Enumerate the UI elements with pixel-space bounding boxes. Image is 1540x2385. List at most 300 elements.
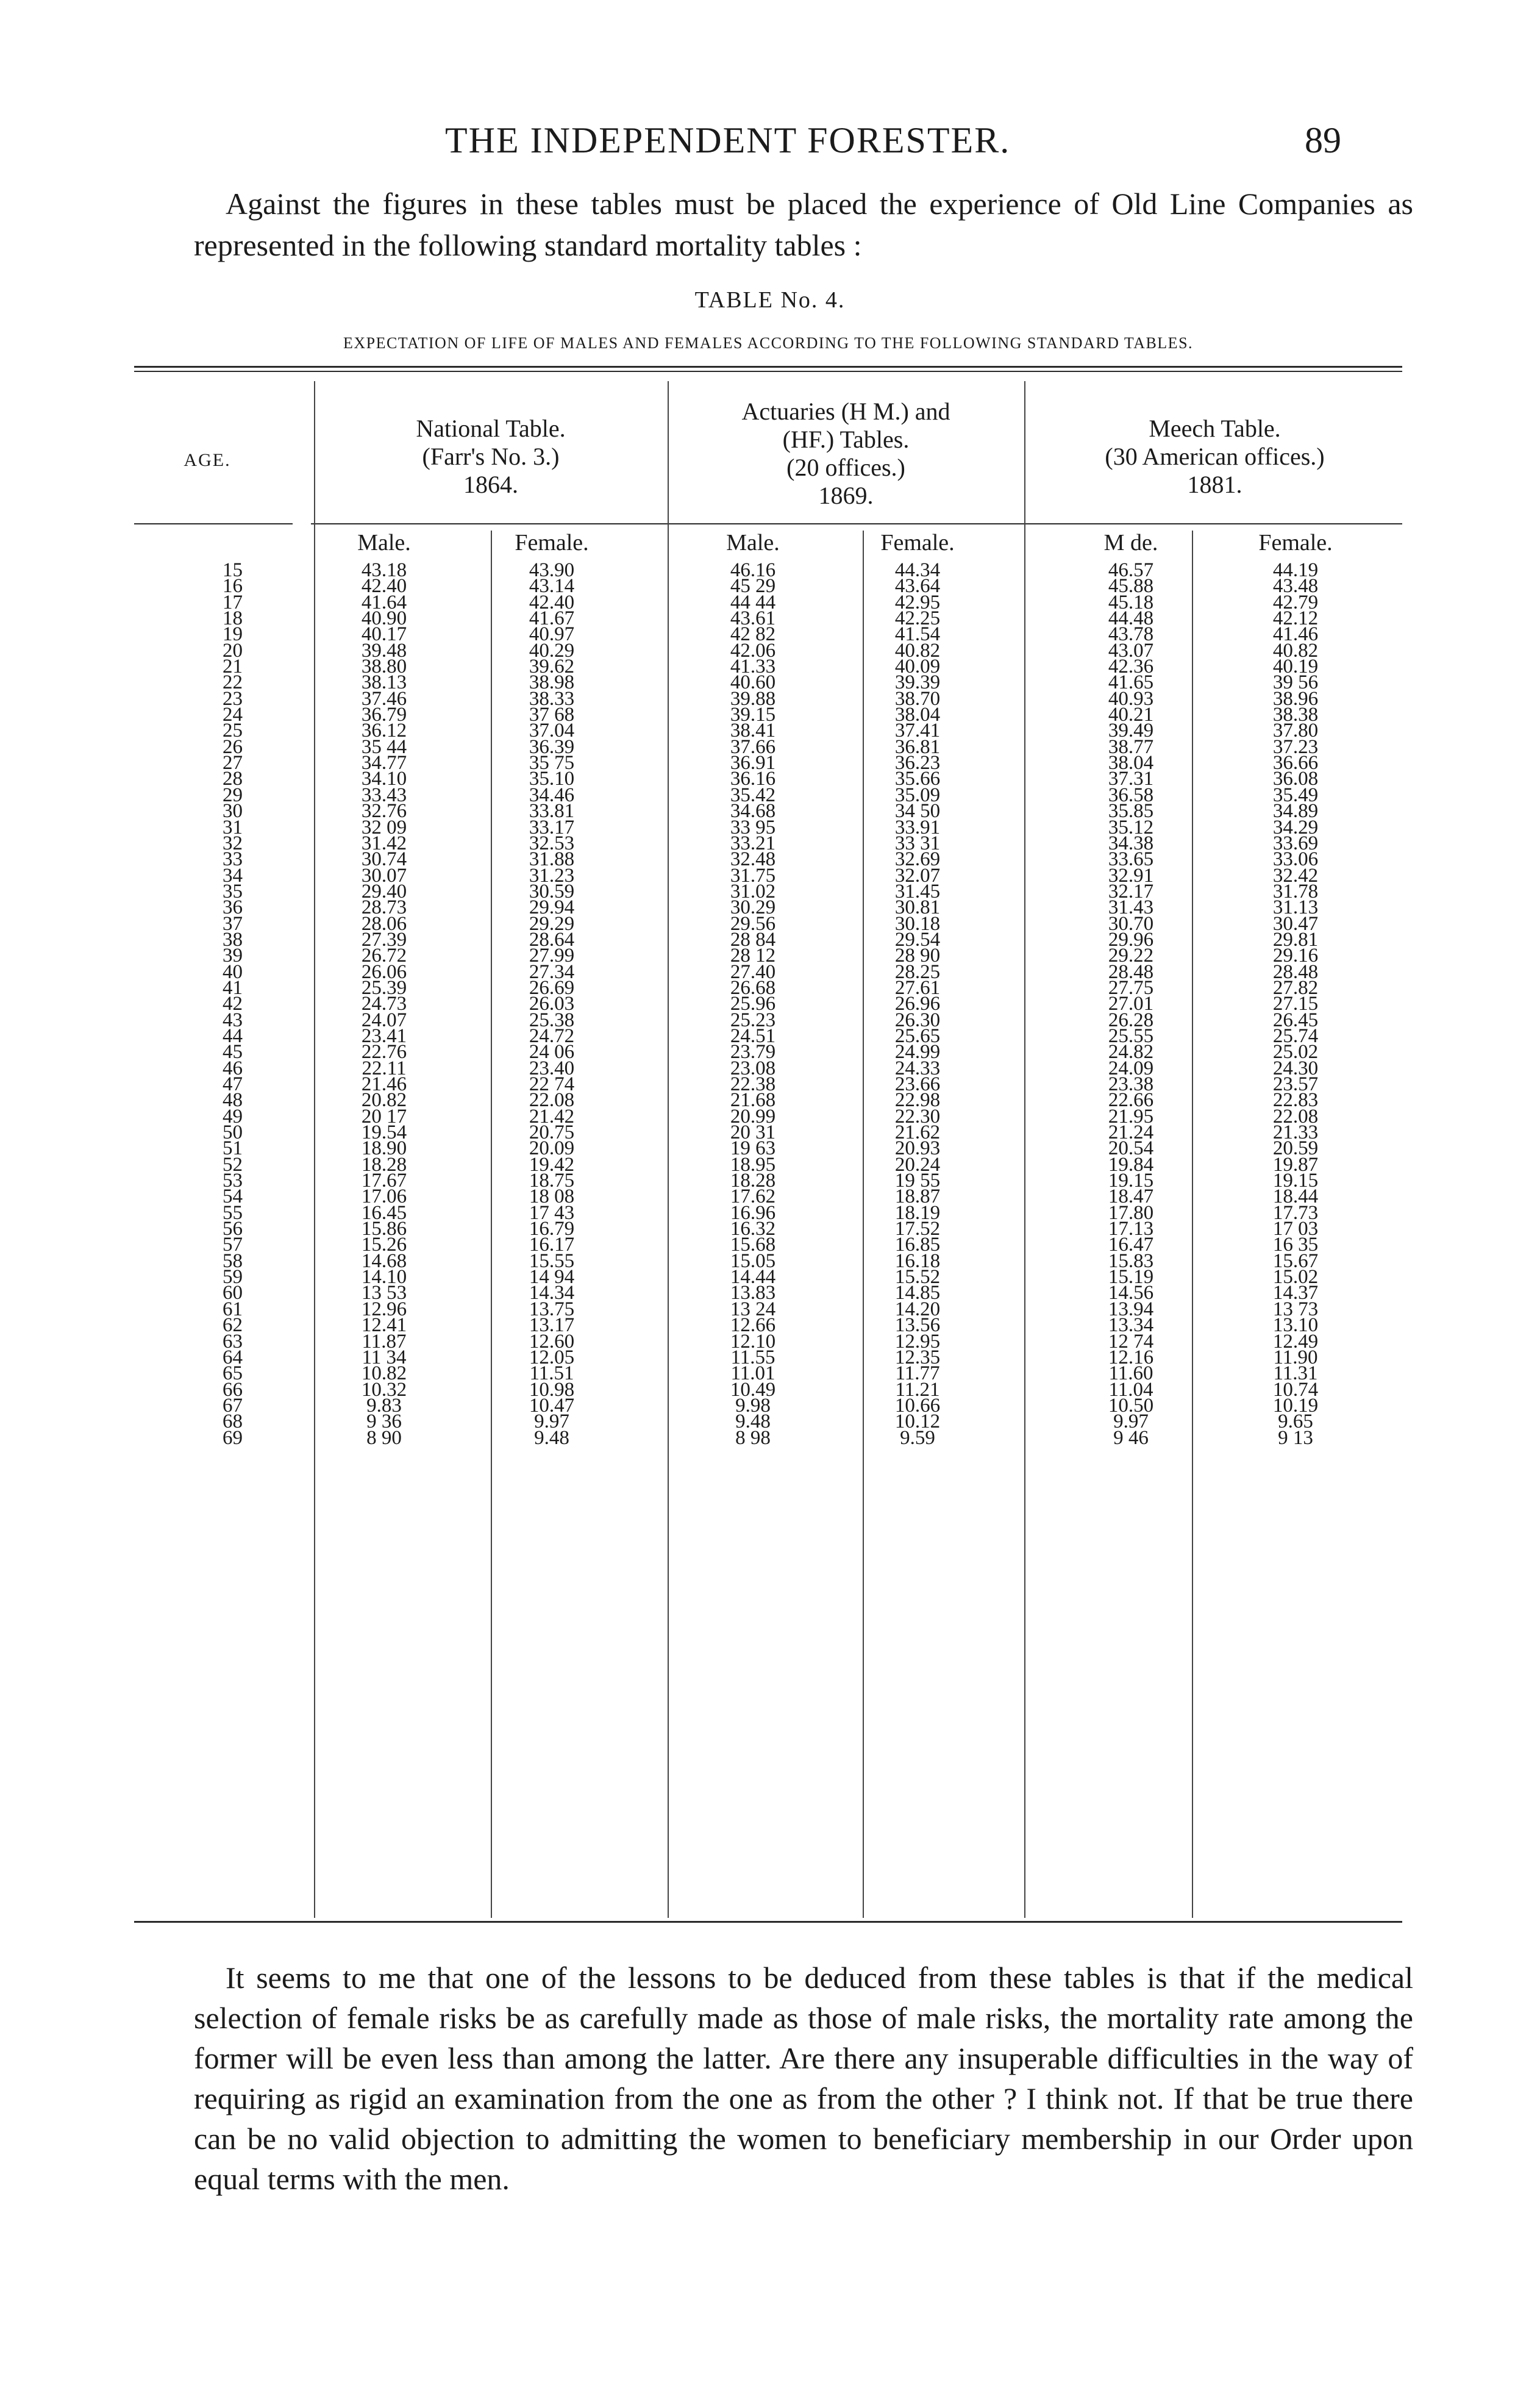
- actuaries-male-cell: 39.88: [730, 687, 776, 710]
- actuaries-female-cell: 14.20: [894, 1298, 941, 1320]
- age-cell: 55: [223, 1201, 243, 1224]
- actuaries-male-cell: 36.91: [730, 752, 776, 774]
- meech-female-cell: 37.80: [1272, 720, 1319, 742]
- national-female-cell: 31.23: [529, 864, 575, 887]
- actuaries-female-cell: 41.54: [894, 623, 941, 646]
- national-male-cell: 33.43: [361, 784, 407, 806]
- national-male-cell: 13 53: [361, 1282, 407, 1304]
- meech-male-cell: 30.70: [1108, 912, 1154, 935]
- national-male-cell: 11.87: [362, 1330, 407, 1353]
- national-male-cell: 17.06: [361, 1185, 407, 1208]
- age-cell: 29: [223, 784, 243, 806]
- actuaries-male-cell: 44 44: [730, 591, 776, 613]
- actuaries-male-cell: 15.68: [730, 1234, 776, 1256]
- national-female-cell: 18.75: [529, 1170, 575, 1192]
- meech-female-cell: 44.19: [1272, 559, 1319, 581]
- meech-male-cell: 45.88: [1108, 575, 1154, 598]
- age-cell: 23: [223, 687, 243, 710]
- table-top-rule-second: [134, 371, 1402, 372]
- meech-male-cell: 31.43: [1108, 896, 1154, 919]
- meech-male-cell: 21.24: [1108, 1121, 1154, 1144]
- meech-male-cell: 11.60: [1108, 1362, 1153, 1385]
- national-female-cell: 18 08: [529, 1185, 575, 1208]
- meech-male-cell: 24.09: [1108, 1057, 1154, 1079]
- actuaries-female-cell: 23.66: [894, 1073, 941, 1095]
- meech-male-cell: 18.47: [1108, 1185, 1154, 1208]
- national-female-cell: 10.98: [529, 1378, 575, 1401]
- meech-female-cell: 21.33: [1272, 1121, 1319, 1144]
- national-male-cell: 21.46: [361, 1073, 407, 1095]
- age-cell: 28: [223, 768, 243, 790]
- national-male-cell: 9 36: [366, 1411, 402, 1433]
- age-cell: 43: [223, 1009, 243, 1031]
- actuaries-female-cell: 43.64: [894, 575, 941, 598]
- national-male-cell: 18.90: [361, 1137, 407, 1160]
- age-cell: 47: [223, 1073, 243, 1095]
- meech-female-cell: 15.67: [1272, 1250, 1319, 1272]
- actuaries-female-cell: 18.19: [894, 1201, 941, 1224]
- meech-male-cell: 27.01: [1108, 993, 1154, 1015]
- meech-female-cell: 41.46: [1272, 623, 1319, 646]
- actuaries-female-cell: 28.25: [894, 960, 941, 983]
- age-cell: 52: [223, 1153, 243, 1176]
- meech-table-source: (30 American offices.): [1105, 443, 1325, 470]
- national-male-cell: 34.77: [361, 752, 407, 774]
- actuaries-male-cell: 46.16: [730, 559, 776, 581]
- actuaries-male-cell: 23.79: [730, 1041, 776, 1064]
- actuaries-male-cell: 32.48: [730, 848, 776, 871]
- actuaries-female-cell: 28 90: [894, 945, 941, 967]
- meech-male-cell: 44.48: [1108, 607, 1154, 630]
- actuaries-male-header: Male.: [726, 530, 780, 556]
- actuaries-female-cell: 15.52: [894, 1266, 941, 1289]
- actuaries-female-header: Female.: [880, 530, 955, 556]
- actuaries-female-cell: 40.09: [894, 656, 941, 678]
- national-female-cell: 14 94: [529, 1266, 575, 1289]
- actuaries-male-cell: 17.62: [730, 1185, 776, 1208]
- meech-male-cell: 9 46: [1113, 1426, 1149, 1449]
- national-female-cell: 13.75: [529, 1298, 575, 1320]
- age-cell: 53: [223, 1170, 243, 1192]
- national-female-cell: 43.90: [529, 559, 575, 581]
- age-cell: 68: [223, 1411, 243, 1433]
- age-cell: 20: [223, 639, 243, 662]
- national-male-cell: 23.41: [361, 1024, 407, 1047]
- national-female-cell: 13.17: [529, 1314, 575, 1337]
- actuaries-male-cell: 29.56: [730, 912, 776, 935]
- age-cell: 65: [223, 1362, 243, 1385]
- actuaries-male-cell: 25.96: [730, 993, 776, 1015]
- national-female-cell: 43.14: [529, 575, 575, 598]
- meech-male-cell: 29.22: [1108, 945, 1154, 967]
- actuaries-table-subname: (HF.) Tables.: [782, 426, 910, 453]
- meech-male-cell: 43.07: [1108, 639, 1154, 662]
- national-female-cell: 23.40: [529, 1057, 575, 1079]
- age-cell: 26: [223, 735, 243, 758]
- actuaries-female-cell: 26.96: [894, 993, 941, 1015]
- meech-female-cell: 31.78: [1272, 880, 1319, 903]
- meech-female-cell: 38.96: [1272, 687, 1319, 710]
- national-male-cell: 18.28: [361, 1153, 407, 1176]
- table-row: [0, 1426, 1540, 1449]
- age-cell: 25: [223, 720, 243, 742]
- age-cell: 32: [223, 832, 243, 854]
- age-cell: 50: [223, 1121, 243, 1144]
- meech-male-header: M de.: [1103, 530, 1158, 556]
- actuaries-female-cell: 10.12: [894, 1411, 941, 1433]
- meech-male-cell: 41.65: [1108, 671, 1154, 694]
- actuaries-male-cell: 35.42: [730, 784, 776, 806]
- age-cell: 40: [223, 960, 243, 983]
- meech-female-cell: 18.44: [1272, 1185, 1319, 1208]
- age-cell: 42: [223, 993, 243, 1015]
- age-cell: 36: [223, 896, 243, 919]
- actuaries-female-cell: 13.56: [894, 1314, 941, 1337]
- meech-male-cell: 9.97: [1113, 1411, 1149, 1433]
- national-female-cell: 16.79: [529, 1218, 575, 1240]
- meech-female-cell: 15.02: [1272, 1266, 1319, 1289]
- meech-female-cell: 31.13: [1272, 896, 1319, 919]
- national-male-cell: 28.73: [361, 896, 407, 919]
- national-female-cell: 12.60: [529, 1330, 575, 1353]
- meech-female-cell: 42.79: [1272, 591, 1319, 613]
- national-female-cell: 40.29: [529, 639, 575, 662]
- actuaries-female-cell: 21.62: [894, 1121, 941, 1144]
- age-cell: 49: [223, 1105, 243, 1128]
- national-male-cell: 15.86: [361, 1218, 407, 1240]
- meech-male-cell: 38.04: [1108, 752, 1154, 774]
- national-male-cell: 22.76: [361, 1041, 407, 1064]
- meech-male-cell: 43.78: [1108, 623, 1154, 646]
- meech-female-header: Female.: [1258, 530, 1333, 556]
- actuaries-female-cell: 9.59: [900, 1426, 935, 1449]
- national-female-cell: 27.99: [529, 945, 575, 967]
- national-table-source: (Farr's No. 3.): [422, 443, 560, 470]
- actuaries-female-cell: 36.23: [894, 752, 941, 774]
- national-male-cell: 27.39: [361, 928, 407, 951]
- actuaries-female-cell: 32.07: [894, 864, 941, 887]
- actuaries-male-cell: 39.15: [730, 704, 776, 726]
- meech-female-cell: 25.74: [1272, 1024, 1319, 1047]
- actuaries-female-cell: 33.91: [894, 816, 941, 839]
- actuaries-male-cell: 12.66: [730, 1314, 776, 1337]
- national-male-cell: 28.06: [361, 912, 407, 935]
- age-cell: 31: [223, 816, 243, 839]
- national-female-cell: 35.10: [529, 768, 575, 790]
- actuaries-male-cell: 9.98: [735, 1394, 771, 1417]
- age-cell: 39: [223, 945, 243, 967]
- national-male-cell: 43.18: [361, 559, 407, 581]
- actuaries-female-cell: 18.87: [894, 1185, 941, 1208]
- meech-female-cell: 32.42: [1272, 864, 1319, 887]
- national-male-cell: 9.83: [366, 1394, 402, 1417]
- national-female-cell: 38.33: [529, 687, 575, 710]
- actuaries-male-cell: 21.68: [730, 1089, 776, 1112]
- actuaries-female-cell: 12.95: [894, 1330, 941, 1353]
- group-header-rule: [311, 523, 1402, 524]
- meech-table-header: [1027, 415, 1402, 499]
- meech-male-cell: 21.95: [1108, 1105, 1154, 1128]
- actuaries-male-cell: 15.05: [730, 1250, 776, 1272]
- national-female-cell: 20.75: [529, 1121, 575, 1144]
- actuaries-male-cell: 16.32: [730, 1218, 776, 1240]
- actuaries-male-cell: 13.83: [730, 1282, 776, 1304]
- national-female-cell: 29.94: [529, 896, 575, 919]
- meech-female-cell: 9 13: [1278, 1426, 1313, 1449]
- actuaries-female-cell: 24.99: [894, 1041, 941, 1064]
- meech-female-cell: 10.74: [1272, 1378, 1319, 1401]
- age-cell: 66: [223, 1378, 243, 1401]
- national-male-cell: 15.26: [361, 1234, 407, 1256]
- meech-male-cell: 19.15: [1108, 1170, 1154, 1192]
- meech-female-cell: 17.73: [1272, 1201, 1319, 1224]
- national-table-name: National Table.: [416, 415, 566, 442]
- national-male-cell: 17.67: [361, 1170, 407, 1192]
- national-female-cell: 32.53: [529, 832, 575, 854]
- meech-female-cell: 37.23: [1272, 735, 1319, 758]
- national-male-cell: 19.54: [361, 1121, 407, 1144]
- actuaries-female-cell: 40.82: [894, 639, 941, 662]
- meech-male-cell: 40.93: [1108, 687, 1154, 710]
- conclusion-paragraph: It seems to me that one of the lessons to be deduced from these tables is that if the medical selection of female risks be as carefully made as those of male risks, the mortality rate among the former will be even less than among the latter. Are there any insuperable difficulties in the way of requiring as rigid an examination from the one as from the other ? I think not. If that be true there can be no valid objection to admitting the women to beneficiary membership in our Order upon equal terms with the men.: [194, 1961, 1413, 2196]
- national-female-cell: 36.39: [529, 735, 575, 758]
- national-female-cell: 24 06: [529, 1041, 575, 1064]
- meech-male-cell: 12 74: [1108, 1330, 1154, 1353]
- age-cell: 63: [223, 1330, 243, 1353]
- actuaries-female-cell: 11.77: [895, 1362, 940, 1385]
- meech-female-cell: 29.81: [1272, 928, 1319, 951]
- actuaries-male-cell: 18.95: [730, 1153, 776, 1176]
- actuaries-male-cell: 36.16: [730, 768, 776, 790]
- meech-male-cell: 13.34: [1108, 1314, 1154, 1337]
- age-cell: 67: [223, 1394, 243, 1417]
- meech-female-cell: 30.47: [1272, 912, 1319, 935]
- actuaries-female-cell: 16.85: [894, 1234, 941, 1256]
- actuaries-female-cell: 19 55: [894, 1170, 941, 1192]
- actuaries-male-cell: 24.51: [730, 1024, 776, 1047]
- national-female-cell: 26.03: [529, 993, 575, 1015]
- national-male-cell: 14.10: [361, 1266, 407, 1289]
- national-female-cell: 33.81: [529, 800, 575, 823]
- meech-female-cell: 28.48: [1272, 960, 1319, 983]
- meech-male-cell: 36.58: [1108, 784, 1154, 806]
- meech-female-cell: 22.08: [1272, 1105, 1319, 1128]
- national-male-cell: 10.32: [361, 1378, 407, 1401]
- national-male-cell: 8 90: [366, 1426, 402, 1449]
- meech-male-cell: 38.77: [1108, 735, 1154, 758]
- meech-female-cell: 19.15: [1272, 1170, 1319, 1192]
- meech-male-cell: 42.36: [1108, 656, 1154, 678]
- actuaries-female-cell: 35.09: [894, 784, 941, 806]
- national-male-cell: 34.10: [361, 768, 407, 790]
- national-male-cell: 22.11: [362, 1057, 407, 1079]
- age-cell: 38: [223, 928, 243, 951]
- age-cell: 41: [223, 976, 243, 999]
- meech-female-cell: 14.37: [1272, 1282, 1319, 1304]
- actuaries-female-cell: 11.21: [895, 1378, 940, 1401]
- actuaries-female-cell: 35.66: [894, 768, 941, 790]
- actuaries-female-cell: 32.69: [894, 848, 941, 871]
- actuaries-male-cell: 38.41: [730, 720, 776, 742]
- meech-male-cell: 15.19: [1108, 1266, 1154, 1289]
- meech-female-cell: 36.66: [1272, 752, 1319, 774]
- national-female-cell: 21.42: [529, 1105, 575, 1128]
- age-column-header: AGE.: [184, 450, 231, 470]
- actuaries-male-cell: 22.38: [730, 1073, 776, 1095]
- meech-male-cell: 46.57: [1108, 559, 1154, 581]
- actuaries-male-cell: 8 98: [735, 1426, 771, 1449]
- actuaries-male-cell: 45 29: [730, 575, 776, 598]
- actuaries-male-cell: 31.75: [730, 864, 776, 887]
- national-female-cell: 41.67: [529, 607, 575, 630]
- national-female-cell: 9.97: [534, 1411, 569, 1433]
- table-top-rule: [134, 366, 1402, 368]
- age-cell: 56: [223, 1218, 243, 1240]
- national-male-cell: 30.07: [361, 864, 407, 887]
- meech-female-cell: 29.16: [1272, 945, 1319, 967]
- national-male-cell: 26.72: [361, 945, 407, 967]
- meech-female-cell: 9.65: [1278, 1411, 1313, 1433]
- actuaries-female-cell: 10.66: [894, 1394, 941, 1417]
- national-female-cell: 16.17: [529, 1234, 575, 1256]
- actuaries-female-cell: 14.85: [894, 1282, 941, 1304]
- meech-female-cell: 27.15: [1272, 993, 1319, 1015]
- actuaries-male-cell: 9.48: [735, 1411, 771, 1433]
- age-cell: 18: [223, 607, 243, 630]
- national-male-cell: 11 34: [362, 1346, 407, 1368]
- meech-male-cell: 25.55: [1108, 1024, 1154, 1047]
- meech-male-cell: 13.94: [1108, 1298, 1154, 1320]
- table-subcaption: EXPECTATION OF LIFE OF MALES AND FEMALES ACCORDING TO THE FOLLOWING STANDARD TABLES.: [343, 334, 1194, 352]
- actuaries-female-cell: 44.34: [894, 559, 941, 581]
- national-female-cell: 17 43: [529, 1201, 575, 1224]
- national-female-cell: 22 74: [529, 1073, 575, 1095]
- meech-female-cell: 22.83: [1272, 1089, 1319, 1112]
- national-male-cell: 24.07: [361, 1009, 407, 1031]
- national-male-cell: 38.80: [361, 656, 407, 678]
- actuaries-female-cell: 38.04: [894, 704, 941, 726]
- national-male-cell: 14.68: [361, 1250, 407, 1272]
- actuaries-male-cell: 13 24: [730, 1298, 776, 1320]
- actuaries-female-cell: 36.81: [894, 735, 941, 758]
- national-male-cell: 24.73: [361, 993, 407, 1015]
- national-female-cell: 27.34: [529, 960, 575, 983]
- national-male-cell: 42.40: [361, 575, 407, 598]
- national-male-cell: 30.74: [361, 848, 407, 871]
- meech-male-cell: 28.48: [1108, 960, 1154, 983]
- national-female-cell: 10.47: [529, 1394, 575, 1417]
- meech-male-cell: 32.17: [1108, 880, 1154, 903]
- national-female-cell: 33.17: [529, 816, 575, 839]
- national-female-cell: 14.34: [529, 1282, 575, 1304]
- national-female-cell: 37.04: [529, 720, 575, 742]
- age-cell: 24: [223, 704, 243, 726]
- national-male-cell: 12.41: [361, 1314, 407, 1337]
- national-female-cell: 22.08: [529, 1089, 575, 1112]
- actuaries-male-cell: 23.08: [730, 1057, 776, 1079]
- national-male-cell: 39.48: [361, 639, 407, 662]
- age-cell: 17: [223, 591, 243, 613]
- actuaries-female-cell: 39.39: [894, 671, 941, 694]
- national-male-cell: 36.79: [361, 704, 407, 726]
- actuaries-male-cell: 19 63: [730, 1137, 776, 1160]
- meech-female-cell: 19.87: [1272, 1153, 1319, 1176]
- national-female-cell: 20.09: [529, 1137, 575, 1160]
- meech-male-cell: 34.38: [1108, 832, 1154, 854]
- age-cell: 27: [223, 752, 243, 774]
- meech-male-cell: 37.31: [1108, 768, 1154, 790]
- actuaries-male-cell: 18.28: [730, 1170, 776, 1192]
- age-cell: 54: [223, 1185, 243, 1208]
- meech-male-cell: 12.16: [1108, 1346, 1154, 1368]
- national-table-year: 1864.: [463, 471, 518, 498]
- age-cell: 16: [223, 575, 243, 598]
- actuaries-male-cell: 42 82: [730, 623, 776, 646]
- actuaries-female-cell: 20.93: [894, 1137, 941, 1160]
- age-cell: 34: [223, 864, 243, 887]
- meech-male-cell: 32.91: [1108, 864, 1154, 887]
- actuaries-male-cell: 30.29: [730, 896, 776, 919]
- actuaries-female-cell: 20.24: [894, 1153, 941, 1176]
- meech-female-cell: 25.02: [1272, 1041, 1319, 1064]
- meech-female-cell: 13.10: [1272, 1314, 1319, 1337]
- age-cell: 57: [223, 1234, 243, 1256]
- meech-female-cell: 34.89: [1272, 800, 1319, 823]
- age-cell: 48: [223, 1089, 243, 1112]
- actuaries-female-cell: 33 31: [894, 832, 941, 854]
- age-cell: 22: [223, 671, 243, 694]
- national-male-cell: 16.45: [361, 1201, 407, 1224]
- national-female-cell: 26.69: [529, 976, 575, 999]
- actuaries-male-cell: 26.68: [730, 976, 776, 999]
- actuaries-male-cell: 28 84: [730, 928, 776, 951]
- meech-male-cell: 17.13: [1108, 1218, 1154, 1240]
- national-male-cell: 36.12: [361, 720, 407, 742]
- national-female-cell: 39.62: [529, 656, 575, 678]
- meech-female-cell: 33.06: [1272, 848, 1319, 871]
- age-cell: 44: [223, 1024, 243, 1047]
- national-male-cell: 25.39: [361, 976, 407, 999]
- national-male-cell: 32.76: [361, 800, 407, 823]
- table-bottom-rule: [134, 1921, 1402, 1923]
- age-cell: 45: [223, 1041, 243, 1064]
- actuaries-male-cell: 28 12: [730, 945, 776, 967]
- national-male-cell: 32 09: [361, 816, 407, 839]
- actuaries-table-year: 1869.: [818, 482, 874, 509]
- actuaries-female-cell: 42.25: [894, 607, 941, 630]
- table-body: [0, 559, 1540, 1449]
- age-cell: 51: [223, 1137, 243, 1160]
- meech-female-cell: 13 73: [1272, 1298, 1319, 1320]
- national-male-header: Male.: [357, 530, 411, 556]
- national-female-cell: 37 68: [529, 704, 575, 726]
- meech-male-cell: 35.12: [1108, 816, 1154, 839]
- actuaries-male-cell: 31.02: [730, 880, 776, 903]
- meech-female-cell: 23.57: [1272, 1073, 1319, 1095]
- national-male-cell: 41.64: [361, 591, 407, 613]
- national-male-cell: 29.40: [361, 880, 407, 903]
- age-cell: 21: [223, 656, 243, 678]
- actuaries-male-cell: 25.23: [730, 1009, 776, 1031]
- actuaries-female-cell: 31.45: [894, 880, 941, 903]
- running-title: THE INDEPENDENT FORESTER.: [445, 120, 1011, 160]
- age-cell: 64: [223, 1346, 243, 1368]
- actuaries-male-cell: 10.49: [730, 1378, 776, 1401]
- age-cell: 61: [223, 1298, 243, 1320]
- meech-female-cell: 42.12: [1272, 607, 1319, 630]
- meech-male-cell: 23.38: [1108, 1073, 1154, 1095]
- meech-male-cell: 35.85: [1108, 800, 1154, 823]
